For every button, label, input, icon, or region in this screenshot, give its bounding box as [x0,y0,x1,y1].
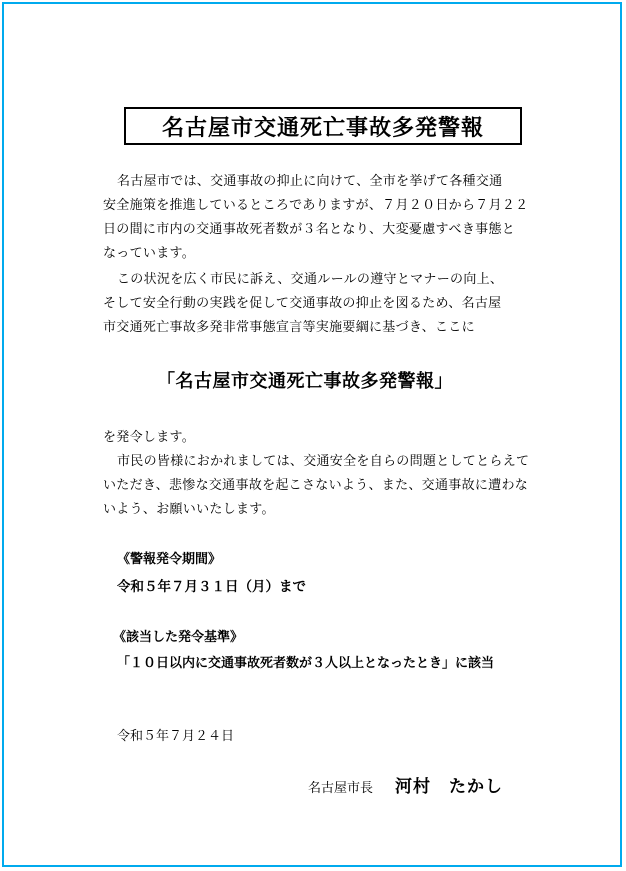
criteria-label: 《該当した発令基準》 [113,630,244,645]
period-value: 令和５年７月３１日（月）まで [117,579,306,595]
signature-block [308,772,503,797]
paragraph-line: 名古屋市では、交通事故の抑止に向けて、全市を挙げて各種交通 [117,174,503,189]
paragraph-line: 市民の皆様におかれましては、交通安全を自らの問題としてとらえて [117,454,530,469]
paragraph-line: なっています。 [103,246,196,261]
issue-date: 令和５年７月２４日 [117,729,235,744]
signer-name: 河村 たかし [395,777,504,797]
paragraph-line: この状況を広く市民に訴え、交通ルールの遵守とマナーの向上、 [117,272,504,287]
paragraph-line: 安全施策を推進しているところでありますが、７月２０日から７月２２ [103,198,529,213]
paragraph-line: いただき、悲惨な交通事故を起こさないよう、また、交通事故に遭わな [103,478,529,493]
paragraph-line: 市交通死亡事故多発非常事態宣言等実施要綱に基づき、ここに [103,320,475,335]
paragraph-line: そして安全行動の実践を促して交通事故の抑止を図るため、名古屋 [103,296,502,311]
criteria-value: 「１０日以内に交通事故死者数が３人以上となったとき」に該当 [117,656,495,671]
document-title: 名古屋市交通死亡事故多発警報 [124,107,522,145]
period-label: 《警報発令期間》 [117,552,222,567]
paragraph-purpose [103,268,553,340]
paragraph-request [103,426,553,522]
paragraph-line: 日の間に市内の交通事故死者数が３名となり、大変憂慮すべき事態と [103,222,516,237]
paragraph-line: いよう、お願いいたします。 [103,502,275,517]
paragraph-line: を発令します。 [103,430,196,445]
signer-title: 名古屋市長 [308,781,374,796]
paragraph-intro [103,170,553,266]
alert-name-heading: 「名古屋市交通死亡事故多発警報」 [157,371,453,392]
